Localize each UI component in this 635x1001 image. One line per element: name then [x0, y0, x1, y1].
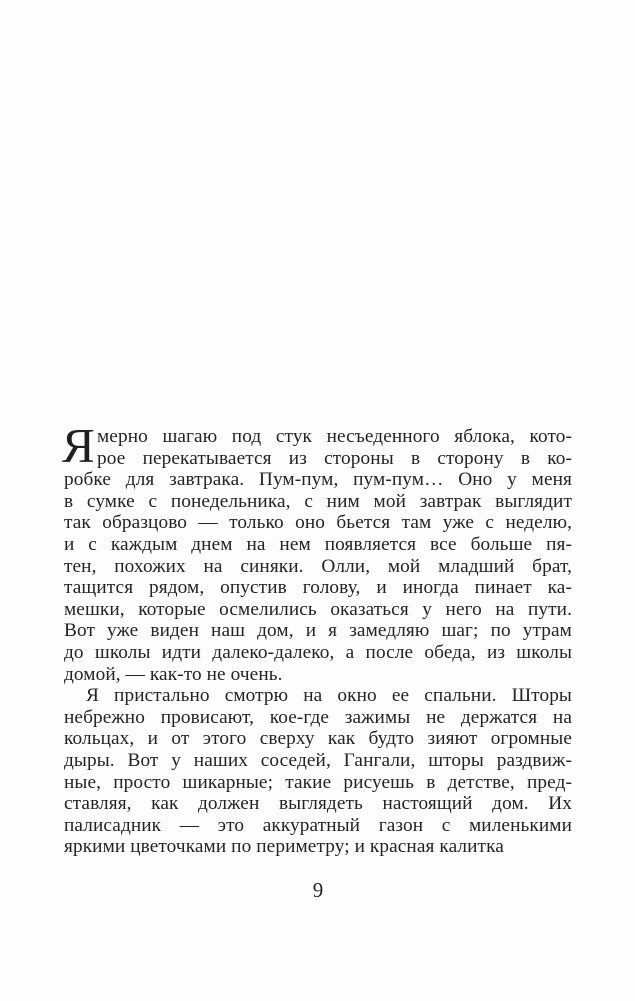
text-line: и с каждым днем на нем появляется все больше пя- [64, 533, 572, 555]
text-line: так образцово — только оно бьется там уже с неделю, [64, 512, 572, 534]
text-line: ставляя, как должен выглядеть настоящий дом. Их [64, 793, 572, 815]
text-line: дыры. Вот у наших соседей, Гангали, шторы раздвиж- [64, 749, 572, 771]
text-line: в сумке с понедельника, с ним мой завтрак выглядит [64, 490, 572, 512]
text-line: яркими цветочками по периметру; и красная калитка [64, 836, 504, 858]
text-line: палисадник — это аккуратный газон с миленькими [64, 814, 572, 836]
text-line: до школы идти далеко-далеко, а после обеда, из школы [64, 641, 572, 663]
text-line: мерно шагаю под стук несъеденного яблока, кото- [97, 426, 572, 447]
page-text [64, 426, 572, 858]
text-line: тен, похожих на синяки. Олли, мой младший брат, [64, 555, 572, 577]
text-line: Вот уже виден наш дом, и я замедляю шаг; по утрам [64, 620, 572, 642]
text-line: робке для завтрака. Пум-пум, пум-пум… Оно у меня [64, 469, 572, 491]
text-line: домой, — как-то не очень. [64, 663, 283, 685]
page-number: 9 [312, 878, 324, 902]
text-line: Я пристально смотрю на окно ее спальни. Шторы [86, 685, 572, 707]
text-line: кольцах, и от этого сверху как будто зияют огромные [64, 728, 572, 750]
text-line: тащится рядом, опустив голову, и иногда пинает ка- [64, 577, 572, 599]
drop-cap: Я [62, 418, 95, 473]
text-line: ные, просто шикарные; такие рисуешь в детстве, пред- [64, 771, 572, 793]
text-line: рое перекатывается из стороны в сторону в ко- [97, 447, 572, 469]
text-line: небрежно провисают, кое-где зажимы не держатся на [64, 706, 572, 728]
text-line: мешки, которые осмелились оказаться у него на пути. [64, 598, 572, 620]
